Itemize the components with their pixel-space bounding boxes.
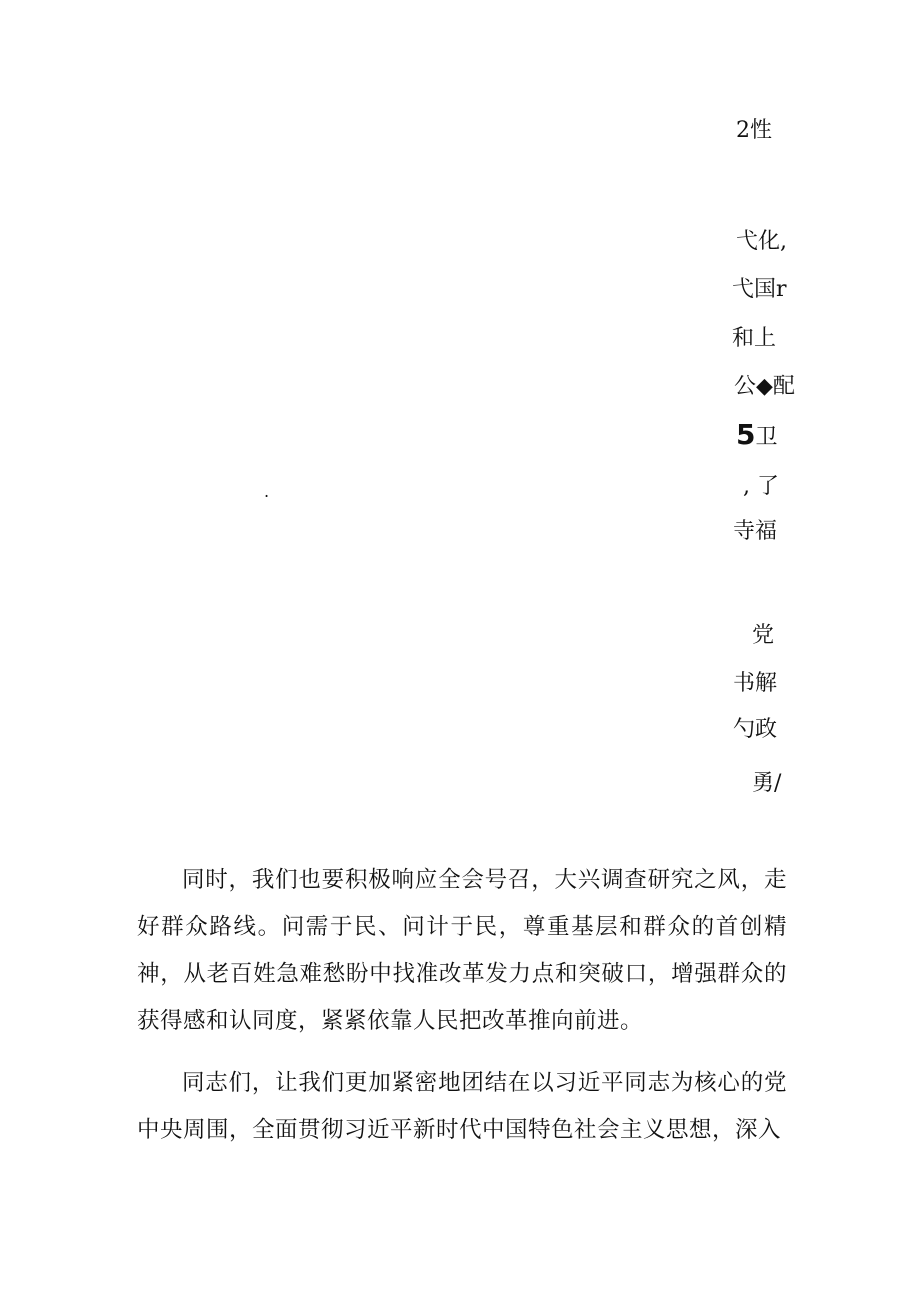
fragment-8: 寺福 (733, 519, 778, 544)
body-paragraph-1: 同时，我们也要积极响应全会号召，大兴调查研究之风，走好群众路线。问需于民、问计于民，尊重基层和群众的首创精神，从老百姓急难愁盼中找准改革发力点和突破口，增强群众的获得感和认同度，紧紧依靠人民把改革推向前进。 (137, 867, 787, 1034)
fragment-6: 5卫 (736, 418, 778, 451)
stray-dot: . (264, 482, 270, 501)
fragment-7: , 了 (743, 474, 779, 499)
fragment-12: 勇/ (752, 771, 782, 796)
fragment-1-text: 2性 (736, 118, 772, 143)
fragment-2: 弋化, (736, 229, 787, 254)
fragment-10: 书解 (733, 671, 778, 696)
fragment-9: 党 (752, 623, 775, 648)
fragment-3: 弋国r (732, 277, 787, 302)
fragment-4: 和上 (732, 326, 777, 351)
fragment-11: 勺政 (733, 717, 778, 742)
body-paragraph-2: 同志们，让我们更加紧密地团结在以习近平同志为核心的党中央周围，全面贯彻习近平新时代中国特色社会主义思想，深入 (137, 1070, 787, 1143)
fragment-5: 公◆配 (734, 374, 795, 399)
fragment-1 (736, 120, 772, 142)
